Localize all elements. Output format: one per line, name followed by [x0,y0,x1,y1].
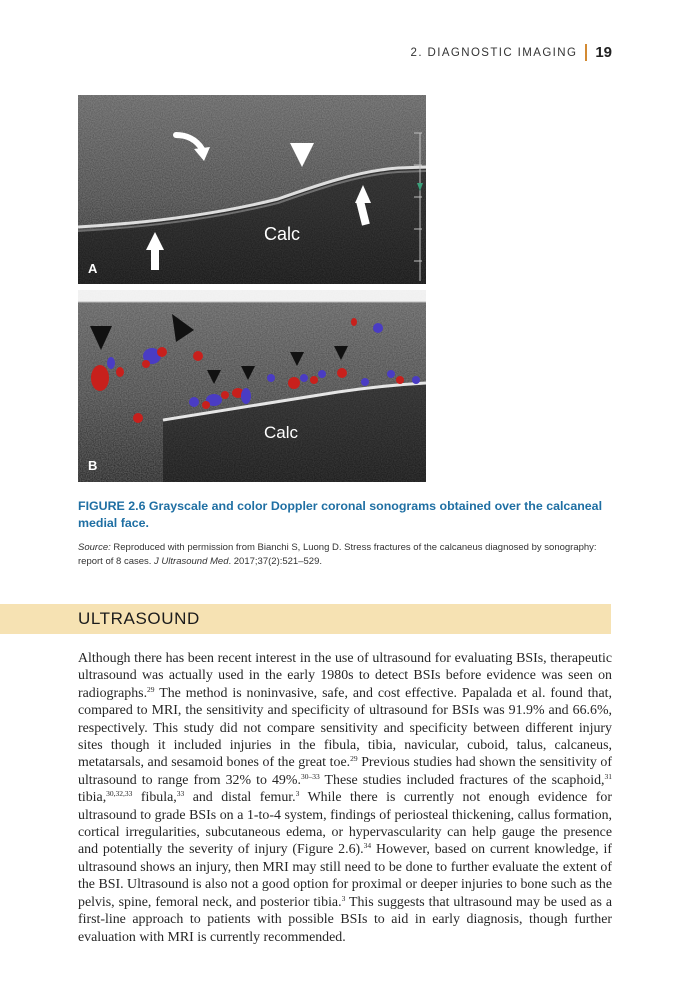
sonogram-panel-b [78,290,426,482]
panel-letter: A [88,261,98,276]
body-text-run: The method is noninvasive, safe, and cost effective. Papalada et al. found that, compared to MRI, the sensitivity and specificity of ultrasound for BSIs was 91.9% and 66.6%, respectively. This study did not compare sensitivity and specificity between different injury sites though it included injuries in the fibula, tibia, navicular, cuboid, talus, calcaneus, metatarsals, and sesamoid bones of the great toe. [78,685,612,771]
body-paragraph [78,650,612,946]
reference-superscript: 30–33 [300,771,320,781]
sonogram-panel-a [78,95,426,284]
reference-superscript: 3 [341,893,346,903]
calc-label: Calc [264,423,299,442]
body-text-run: However, based on current knowledge, if ultrasound shows an injury, then MRI may still need to be done to further evaluate the extent of the BSI. Ultrasound is also not a good option for proximal or deeper injuries to bone such as the pelvis, spine, femoral neck, and posterior tibia. [78,842,612,910]
figure-caption: FIGURE 2.6 Grayscale and color Doppler coronal sonograms obtained over the calcaneal medial face. [78,499,603,530]
reference-superscript: 29 [147,684,155,694]
calc-label: Calc [264,224,301,244]
reference-superscript: 33 [176,789,185,799]
body-text-run: While there is currently not enough evidence for ultrasound to grade BSIs on a 1-to-4 system, findings of periosteal thickening, callus formation, cortical irregularities, subcutaneous edema, or hypervascularity can help gauge the presence and potentially the severity of injury (Figure 2.6). [78,790,612,858]
body-text-run: Although there has been recent interest in the use of ultrasound for evaluating BSIs, therapeutic ultrasound was actually used in the early 1980s to detect BSIs before evidence was seen on radiographs. [78,651,612,701]
panel-letter: B [88,458,98,473]
body-text-run: fibula, [132,790,177,806]
reference-superscript: 29 [350,754,358,764]
body-text-run: This suggests that ultrasound may be used as a first-line approach to patients with possible BSIs to aid in early diagnosis, though further evaluation with MRI is currently recommended. [78,894,612,945]
source-text: Reproduced with permission from Bianchi S, Luong D. Stress fractures of the calcaneus diagnosed by sonography: report of 8 cases. [78,542,597,567]
reference-superscript: 3 [295,789,300,799]
grayscale-sonogram-image [78,95,426,284]
running-head-section: 2. DIAGNOSTIC IMAGING [410,46,578,59]
reference-superscript: 30,32,33 [106,789,133,799]
page-number: 19 [595,44,612,61]
figure-source [78,541,618,569]
reference-superscript: 31 [604,771,612,781]
running-head-divider [585,44,587,61]
body-text-run: These studies included fractures of the scaphoid, [319,772,605,788]
source-label: Source: [78,542,111,553]
reference-superscript: 34 [363,841,372,851]
source-citation: . 2017;37(2):521–529. [228,556,322,567]
source-journal: J Ultrasound Med [154,556,229,567]
body-text-run: tibia, [78,790,107,806]
body-text-run: and distal femur. [184,790,296,806]
color-doppler-sonogram-image [78,290,426,482]
running-head [411,44,612,61]
section-title: ULTRASOUND [78,609,200,628]
body-text-run: Previous studies had shown the sensitivity of ultrasound to range from 32% to 49%. [78,755,612,788]
